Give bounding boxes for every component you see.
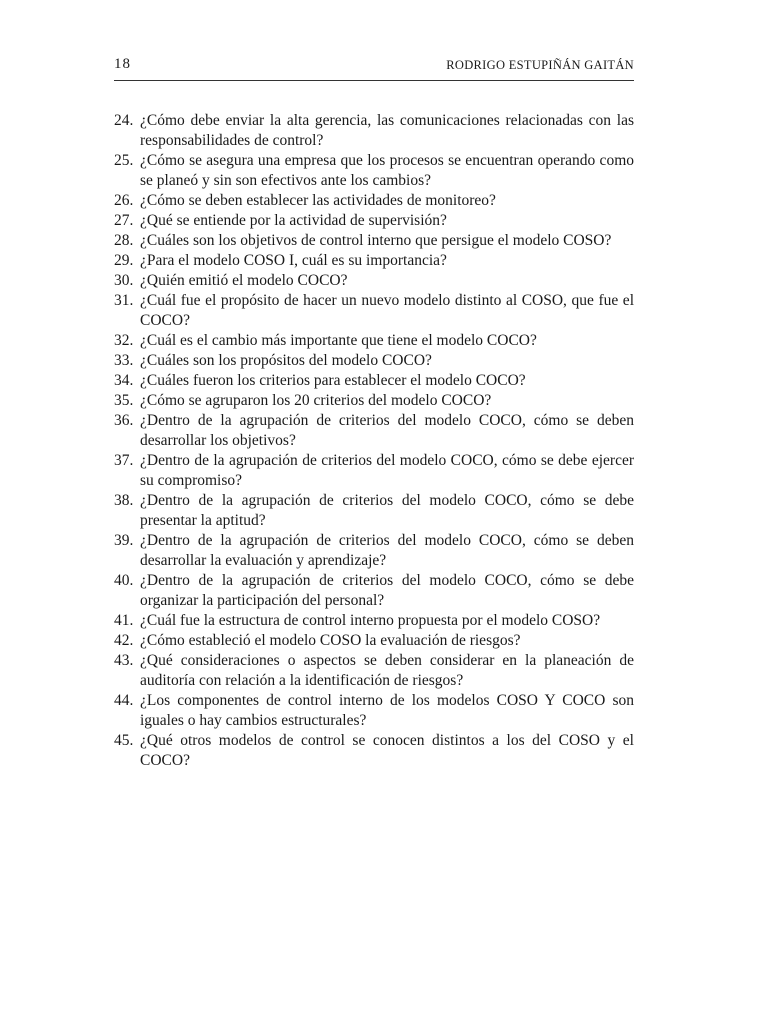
question-item [114,191,634,211]
question-number: 30. [114,272,134,289]
question-text: ¿Qué otros modelos de control se conocen distintos a los del COSO y el COCO? [140,732,634,769]
question-item [114,491,634,531]
question-item [114,571,634,611]
question-text: ¿Para el modelo COSO I, cuál es su importancia? [140,252,447,269]
question-text: ¿Dentro de la agrupación de criterios del modelo COCO, cómo se debe presentar la aptitud? [140,492,634,529]
question-text: ¿Qué consideraciones o aspectos se deben considerar en la planeación de auditoría con relación a la identificación de riesgos? [140,652,634,689]
question-list [114,111,634,771]
question-number: 29. [114,252,134,269]
question-item [114,151,634,191]
question-number: 37. [114,452,134,469]
question-number: 35. [114,392,134,409]
question-number: 27. [114,212,134,229]
question-item [114,611,634,631]
question-text: ¿Cuáles son los objetivos de control interno que persigue el modelo COSO? [140,232,612,249]
running-header-author: RODRIGO ESTUPIÑÁN GAITÁN [446,58,634,72]
question-text: ¿Dentro de la agrupación de criterios del modelo COCO, cómo se deben desarrollar los objetivos? [140,412,634,449]
question-text: ¿Cuál es el cambio más importante que tiene el modelo COCO? [140,332,537,349]
question-item [114,631,634,651]
question-text: ¿Cómo debe enviar la alta gerencia, las comunicaciones relacionadas con las responsabilidades de control? [140,112,634,149]
question-item [114,691,634,731]
question-item [114,251,634,271]
question-text: ¿Cuáles fueron los criterios para establecer el modelo COCO? [140,372,526,389]
question-item [114,331,634,351]
question-text: ¿Cómo estableció el modelo COSO la evaluación de riesgos? [140,632,521,649]
question-text: ¿Cómo se asegura una empresa que los procesos se encuentran operando como se planeó y sin son efectivos ante los cambios? [140,152,634,189]
question-text: ¿Los componentes de control interno de los modelos COSO Y COCO son iguales o hay cambios estructurales? [140,692,634,729]
question-item [114,271,634,291]
question-number: 28. [114,232,134,249]
question-text: ¿Cuáles son los propósitos del modelo COCO? [140,352,432,369]
question-text: ¿Cuál fue el propósito de hacer un nuevo modelo distinto al COSO, que fue el COCO? [140,292,634,329]
question-number: 45. [114,732,134,749]
question-number: 26. [114,192,134,209]
question-number: 38. [114,492,134,509]
question-item [114,411,634,451]
question-item [114,451,634,491]
question-number: 39. [114,532,134,549]
question-item [114,651,634,691]
question-text: ¿Cuál fue la estructura de control interno propuesta por el modelo COSO? [140,612,601,629]
question-number: 36. [114,412,134,429]
question-number: 42. [114,632,134,649]
question-text: ¿Cómo se agruparon los 20 criterios del modelo COCO? [140,392,492,409]
question-text: ¿Dentro de la agrupación de criterios del modelo COCO, cómo se debe ejercer su compromiso? [140,452,634,489]
page-number: 18 [114,56,131,72]
question-number: 44. [114,692,134,709]
question-number: 43. [114,652,134,669]
question-item [114,291,634,331]
question-text: ¿Quién emitió el modelo COCO? [140,272,348,289]
question-number: 24. [114,112,134,129]
question-number: 41. [114,612,134,629]
question-text: ¿Cómo se deben establecer las actividades de monitoreo? [140,192,496,209]
question-number: 32. [114,332,134,349]
header-divider [114,80,634,81]
question-item [114,371,634,391]
question-item [114,111,634,151]
question-item [114,391,634,411]
question-item [114,231,634,251]
question-item [114,351,634,371]
question-text: ¿Dentro de la agrupación de criterios del modelo COCO, cómo se deben desarrollar la evaluación y aprendizaje? [140,532,634,569]
question-number: 33. [114,352,134,369]
question-item [114,211,634,231]
question-number: 31. [114,292,134,309]
question-text: ¿Dentro de la agrupación de criterios del modelo COCO, cómo se debe organizar la participación del personal? [140,572,634,609]
question-item [114,531,634,571]
question-number: 40. [114,572,134,589]
question-number: 25. [114,152,134,169]
question-item [114,731,634,771]
question-text: ¿Qué se entiende por la actividad de supervisión? [140,212,447,229]
question-number: 34. [114,372,134,389]
